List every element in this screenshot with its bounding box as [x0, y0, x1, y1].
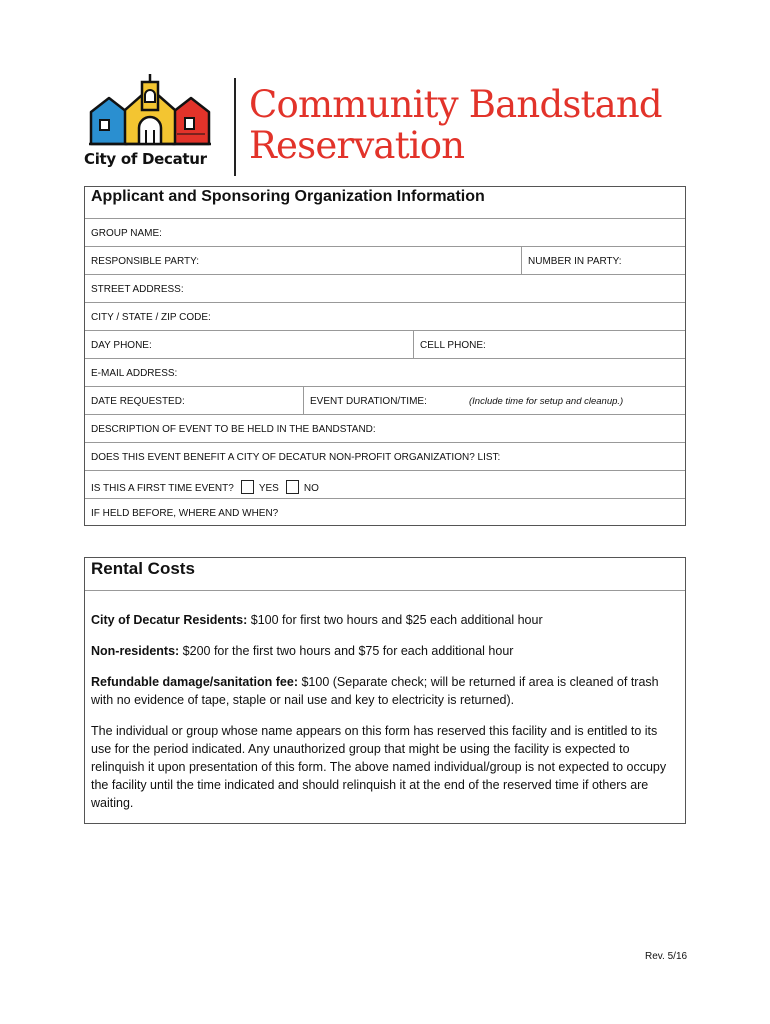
residents-label: City of Decatur Residents: [91, 613, 248, 627]
city-logo [84, 72, 234, 178]
held-before-label: IF HELD BEFORE, WHERE AND WHEN? [91, 508, 279, 519]
no-label: NO [303, 483, 319, 494]
nonresidents-fee [91, 642, 679, 660]
group-name-label: GROUP NAME: [91, 228, 162, 239]
first-time-row [85, 471, 685, 499]
cell-phone-label: CELL PHONE: [420, 340, 486, 351]
held-before-field[interactable] [85, 499, 685, 527]
city-state-zip-label: CITY / STATE / ZIP CODE: [91, 312, 211, 323]
residents-text: $100 for first two hours and $25 each additional hour [247, 613, 543, 627]
date-requested-label: DATE REQUESTED: [91, 396, 185, 407]
houses-logo-icon [87, 72, 222, 148]
applicant-section [84, 186, 686, 526]
first-time-group [91, 480, 319, 494]
cell-divider [413, 331, 414, 358]
number-in-party-label: NUMBER IN PARTY: [528, 256, 622, 267]
yes-checkbox[interactable] [241, 480, 254, 494]
description-field[interactable] [85, 415, 685, 443]
no-checkbox[interactable] [286, 480, 299, 494]
rental-body [85, 591, 685, 812]
page-header [84, 72, 694, 180]
applicant-heading: Applicant and Sponsoring Organization Information [85, 187, 685, 219]
benefit-label: DOES THIS EVENT BENEFIT A CITY OF DECATUR NON-PROFIT ORGANIZATION? LIST: [91, 452, 501, 463]
day-phone-label: DAY PHONE: [91, 340, 152, 351]
responsible-party-row [85, 247, 685, 275]
description-label: DESCRIPTION OF EVENT TO BE HELD IN THE BANDSTAND: [91, 424, 376, 435]
event-duration-note: (Include time for setup and cleanup.) [469, 396, 624, 407]
first-time-label: IS THIS A FIRST TIME EVENT? [91, 483, 234, 494]
page-title [249, 84, 662, 166]
cell-divider [303, 387, 304, 414]
event-duration-label: EVENT DURATION/TIME: [310, 396, 427, 407]
title-line-1: Community Bandstand [249, 83, 662, 126]
cell-divider [521, 247, 522, 274]
revision-label: Rev. 5/16 [645, 951, 688, 962]
phone-row [85, 331, 685, 359]
nonresidents-label: Non-residents: [91, 644, 180, 658]
responsible-party-label: RESPONSIBLE PARTY: [91, 256, 200, 267]
deposit-text: $100 (Separate check; will be returned if area is cleaned of trash with no evidence of tape, staple or nail use and key to electricity is returned). [91, 675, 659, 707]
benefit-field[interactable] [85, 443, 685, 471]
rental-heading: Rental Costs [85, 558, 685, 591]
yes-label: YES [258, 483, 279, 494]
street-address-label: STREET ADDRESS: [91, 284, 184, 295]
city-state-zip-field[interactable] [85, 303, 685, 331]
title-line-2: Reservation [249, 124, 465, 167]
rental-costs-section [84, 557, 686, 824]
street-address-field[interactable] [85, 275, 685, 303]
date-row [85, 387, 685, 415]
email-field[interactable] [85, 359, 685, 387]
policy-text: The individual or group whose name appears on this form has reserved this facility and is entitled to its use for the period indicated. Any unauthorized group that might be using the facility is expected to relinquish it upon presentation of this form. The above named individual/group is not expected to occupy the facility until the time indicated and should relinquish it at the end of the reserved time if others are waiting. [91, 724, 667, 810]
nonresidents-text: $200 for the first two hours and $75 for each additional hour [179, 644, 514, 658]
deposit-label: Refundable damage/sanitation fee: [91, 675, 298, 689]
logo-text: City of Decatur [84, 150, 207, 168]
header-divider [234, 78, 236, 176]
residents-fee [91, 611, 679, 629]
email-label: E-MAIL ADDRESS: [91, 368, 178, 379]
group-name-field[interactable] [85, 219, 685, 247]
deposit-fee [91, 673, 679, 709]
